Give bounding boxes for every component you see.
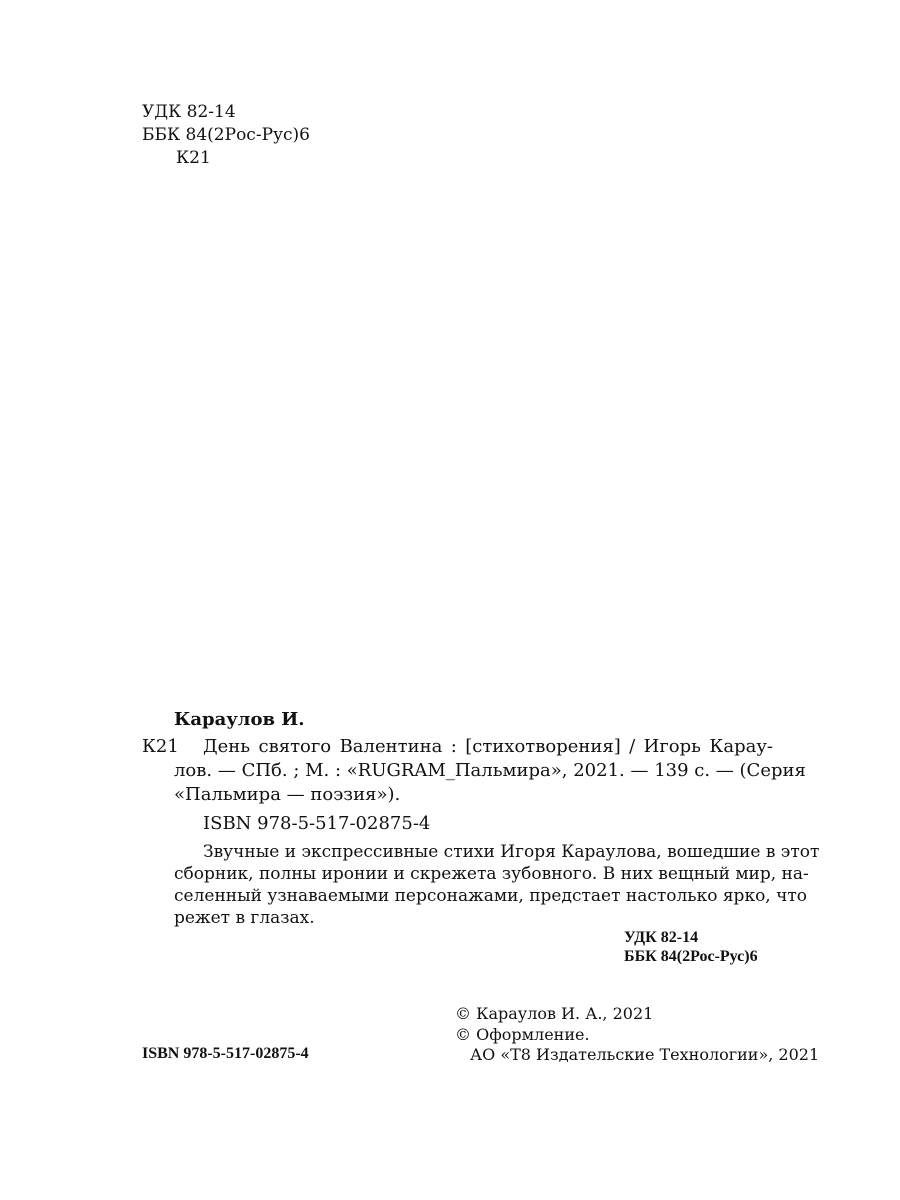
annotation-line-4: режет в глазах. xyxy=(174,908,315,928)
title-line-2: лов. — СПб. ; М. : «RUGRAM_Пальмира», 2021. — 139 с. — (Серия xyxy=(174,760,806,781)
annotation-line-2: сборник, полны иронии и скрежета зубовного. В них вещный мир, на- xyxy=(174,864,809,884)
record-author-mark: К21 xyxy=(142,736,179,757)
udk-code: УДК 82-14 xyxy=(142,102,236,122)
annotation-line-1: Звучные и экспрессивные стихи Игоря Караулова, вошедшие в этот xyxy=(203,842,820,862)
annotation-line-3: селенный узнаваемыми персонажами, предстает настолько ярко, что xyxy=(174,886,807,906)
author-mark: К21 xyxy=(176,148,211,168)
udk-code-bold: УДК 82-14 xyxy=(624,929,699,946)
copyright-author: © Караулов И. А., 2021 xyxy=(455,1004,654,1023)
bbk-code: ББК 84(2Рос-Рус)6 xyxy=(142,125,310,145)
copyright-design: © Оформление. xyxy=(455,1025,590,1044)
author-heading: Караулов И. xyxy=(174,709,305,730)
bbk-code-bold: ББК 84(2Рос-Рус)6 xyxy=(624,948,758,965)
title-line-3: «Пальмира — поэзия»). xyxy=(174,784,401,805)
copyright-publisher: АО «Т8 Издательские Технологии», 2021 xyxy=(470,1045,820,1064)
title-line-1: День святого Валентина : [стихотворения] / Игорь Карау- xyxy=(203,736,773,757)
footer-isbn: ISBN 978-5-517-02875-4 xyxy=(142,1045,309,1062)
record-isbn: ISBN 978-5-517-02875-4 xyxy=(203,813,431,834)
